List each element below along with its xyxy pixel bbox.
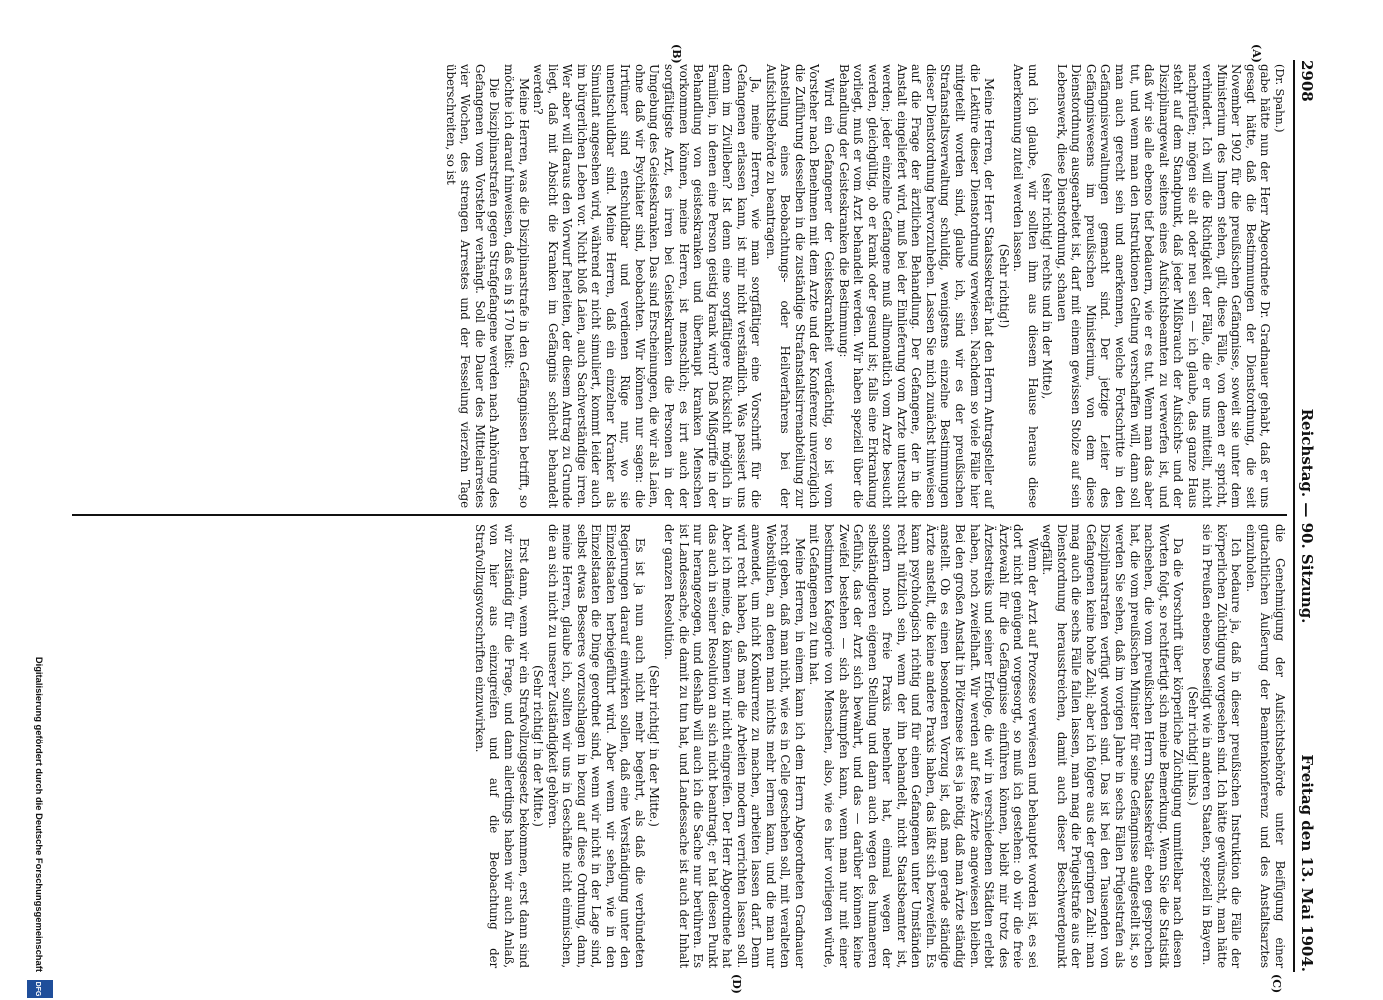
left-column xyxy=(443,64,1287,508)
speaker-label: (Dr. Spahn.) xyxy=(1273,64,1287,133)
interjection: (Sehr richtig!) xyxy=(996,243,1011,329)
dfg-logo-text: DFG xyxy=(34,981,41,997)
quoted-regulation: Wird ein Gefangener der Geisteskrankheit verdächtig, so ist vom Vorsteher nach Benehmen mit dem Arzte und der Konferenz unverzüglich die Zuführung desselben in die zuständige Strafanstaltsirrenabteilung zur Anstellung eines Beobachtungs- oder Heilverfahrens bei der Aufsichtsbehörde zu beantragen. xyxy=(763,64,837,508)
session-title: Reichstag. — 90. Sitzung. xyxy=(1298,408,1316,624)
page-header xyxy=(1293,60,1321,972)
interjection: (Sehr richtig! in der Mitte.) xyxy=(531,665,546,827)
margin-mark-d: (D) xyxy=(730,974,743,994)
paragraph: Ja, meine Herren, wie man sorgfältiger eine Vorschrift für die Gefangenen erlassen kann, ist mir nicht verständlich. Was passiert uns denn im Zivilleben? Ist denn eine sorgfältigere Rücksicht möglich in Familien, in denen eine Person geistig krank wird? Daß Mißgriffe in der Behandlung von geisteskranken und überhaupt kranken Menschen vorkommen können, meine Herren, ist menschlich; es irrt auch der sorgfältigste Arzt, es irren bei Geisteskranken die Personen in der Umgebung des Geisteskranken. Das sind Erscheinungen, die wir als Laien, ohne daß wir Psychiater sind, beobachten. Wir können nur sagen: die Irrtümer sind entschuldbar und verdienen Rüge nur, wo sie unentschuldbar sind. Meine Herren, daß ein einzelner Kranker als Simulant angesehen wird, während er nicht simuliert, kommt leider auch im bürgerlichen Leben vor. Nicht bloß Laien, auch Sachverständige irren. Wer aber will daraus den Vorwurf herleiten, der diesem Antrag zu Grunde liegt, daß mit Absicht die Kranken im Gefängnis schlecht behandelt werden? xyxy=(531,64,764,508)
paragraph: Da die Vorschrift über körperliche Züchtigung unmittelbar nach diesen Worten folgt, so rechtfertigt sich meine Bemerkung. Wenn Sie die Statistik nachsehen, die vom preußischen Herrn Staatssekretär eben gesprochen hat, die vom preußischen Minister für seine Gefängnisse aufgestellt ist, so werden Sie sehen, daß im vorigen Jahre in sechs Fällen Prügelstrafen als Disziplinarstrafen verfügt worden sind. Das ist bei den Tausenden von Gefangenen keine hohe Zahl; aber ich folgere aus der geringen Zahl: man mag auch die sechs Fälle fallen lassen, man mag die Prügelstrafe aus der Dienstordnung herausstreichen, damit auch dieser Beschwerdepunkt wegfällt. xyxy=(1040,524,1186,968)
paragraph: und ich glaube, wir sollten ihm aus diesem Hause heraus diese Anerkennung zuteil werden lassen. xyxy=(1011,64,1040,508)
paragraph: Wenn der Arzt auf Prozesse verwiesen und behauptet worden ist, es sei dort nicht genügend vorgesorgt, so muß ich gestehen: ob wir die freie Ärztewahl für die Gefängnisse einführen können, bleibt mir trotz des Ärztestreiks und seiner Erfolge, die wir in verschiedenen Städten erlebt haben, noch zweifelhaft. Wir werden auf feste Ärzte angewiesen bleiben. Bei den großen Anstalt in Plötzensee ist es ja nötig, daß man Ärzte ständig anstellt. Ob es einen besonderen Vorzug ist, daß man gerade ständige Ärzte anstellt, die keine andere Praxis haben, das läßt sich bezweifeln. Es kann psychologisch richtig und für einen Gefangenen unter Umständen recht nützlich sein, wenn der ihn behandelt, nicht Staatsbeamter ist, sondern noch freie Praxis nebenher hat, einmal wegen der selbständigeren eigenen Stellung und dann auch wegen des humaneren Gefühls, das der Arzt sich bewahrt, und das — darüber können keine Zweifel bestehen — sich abstumpfen kann, wenn man nur mit einer bestimmten Kategorie von Menschen, also, wie es hier vorliegen würde, mit Gefangenen zu tun hat. xyxy=(807,524,1040,968)
quoted-regulation: Die Disziplinarstrafen gegen Strafgefangene werden nach Anhörung des Gefangenen vom Vorsteher verhängt. Soll die Dauer des Mittelarrestes vier Wochen, des strengen Arrestes und der Fesselung vierzehn Tage überschreiten, so ist xyxy=(443,64,502,508)
page-number: 2908 xyxy=(1298,60,1316,102)
column-divider xyxy=(72,514,1287,516)
interjection: (Sehr richtig! links.) xyxy=(1185,686,1200,806)
dfg-logo-icon xyxy=(27,980,53,998)
page-body xyxy=(34,0,1383,1000)
interjection: (Sehr richtig! in der Mitte.) xyxy=(647,665,662,827)
margin-mark-c: (C) xyxy=(1270,974,1283,994)
paragraph: Meine Herren, der Herr Staatssekretär hat den Herrn Antragsteller auf die Lektüre dieser Dienstordnung verwiesen. Nachdem so viele Fälle hier mitgeteilt worden sind, glaube ich, sind wir es der preußischen Strafanstaltsverwaltung schuldig, wenigstens einzelne Bestimmungen dieser Dienstordnung hervorzuheben. Lassen Sie mich zunächst hinweisen auf die Frage der ärztlichen Behandlung. Der Gefangene, der in die Anstalt eingeliefert wird, muß bei der Einlieferung vom Arzte untersucht werden; jeder einzelne Gefangene muß allmonatlich vom Arzte besucht werden, gleichgültig, ob er krank oder gesund ist; falls eine Erkrankung vorliegt, muß er vom Arzt behandelt werden. Wir haben speziell über die Behandlung der Geisteskranken die Bestimmung: xyxy=(836,64,997,508)
paragraph: die Genehmigung der Aufsichtsbehörde unter Beifügung einer gutachtlichen Äußerung der Beamtenkonferenz und des Anstaltsarztes einzuholen. xyxy=(1243,524,1287,968)
paragraph: Es ist ja nun auch nicht mehr begehrt, als daß die verbündeten Regierungen darauf einwirken sollen, daß eine Verständigung unter den Einzelstaaten herbeigeführt wird. Aber wenn wir sehen, wie in den Einzelstaaten die Dinge geordnet sind, wenn wir nicht in der Lage sind, selbst etwas Besseres vorzuschlagen in bezug auf diese Ordnung, dann, meine Herren, glaube ich, sollten wir uns in Geschäfte nicht einmischen, die an sich nicht zu unserer Zuständigkeit gehören. xyxy=(545,524,647,968)
margin-mark-a: (A) xyxy=(1250,44,1263,63)
paragraph: Ich bedaure ja, daß in dieser preußischen Instruktion die Fälle der körperlichen Züchtigung vorgesehen sind. Ich hätte gewünscht, man hätte sie in Preußen ebenso beseitigt wie in anderen Staaten, speziell in Bayern. xyxy=(1200,524,1244,968)
paragraph: gabe hätte nun der Herr Abgeordnete Dr. Gradnauer gehabt, daß er uns gesagt hätte, daß die Bestimmungen der Dienstordnung, die seit November 1902 für die preußischen Gefängnisse, soweit sie unter dem Ministerium des Innern stehen, gilt, diese Fälle, von denen er spricht, verhindert. Ich will die Richtigkeit der Fälle, die er uns mitteilt, nicht nachprüfen; mögen sie alt oder neu sein — ich glaube, das ganze Haus steht auf dem Standpunkt, daß jeder Mißbrauch der Aufsichts- und der Disziplinargewalt seitens eines Aufsichtsbeamten zu verwerfen ist, und daß wir sie alle ebenso tief bedauern, wie er es tut. Wenn man das aber tut, und wenn man den Instruktionen Geltung verschaffen will, dann soll man auch gerecht sein und anerkennen, welche Fortschritte in den Gefängnisverwaltungen gemacht sind. Der jetzige Leiter des Gefängniswesens im preußischen Ministerium, von dem diese Dienstordnung ausgearbeitet ist, darf mit einem gewissen Stolze auf sein Lebenswerk, diese Dienstordnung, schauen xyxy=(1054,64,1273,508)
dfg-logo-svg xyxy=(27,980,53,998)
digitization-credit: Digitalisierung gefördert durch die Deutsche Forschungsgemeinschaft xyxy=(34,656,45,972)
session-date: Freitag den 13. Mai 1904. xyxy=(1298,754,1316,972)
paragraph: Meine Herren, in einem kann ich dem Herrn Abgeordneten Gradnauer recht geben, daß man nicht, wie es in Celle geschehen soll, mit veralteten Webstühlen, an denen man nichts mehr lernen kann, und die man nur anwendet, um nicht Konkurrenz zu machen, arbeiten lassen darf. Denn wird recht haben, daß man die Arbeiten modern verrichten lassen soll. Aber ich meine, da können wir nicht eingreifen. Der Herr Abgeordnete hat das auch in seiner Resolution an sich nicht beantragt; er hat diesen Punkt nur herangezogen, und deshalb will auch ich die Sache nur berühren. Es ist Landessache, die damit zu tun hat, und Landessache ist auch der Inhalt der ganzen Resolution. xyxy=(662,524,807,968)
paragraph: Meine Herren, was die Disziplinarstrafe in den Gefängnissen betrifft, so möchte ich darauf hinweisen, daß es in § 170 heißt: xyxy=(502,64,531,508)
margin-mark-b: (B) xyxy=(670,44,683,64)
right-column xyxy=(472,524,1287,968)
paragraph: Erst dann, wenn wir ein Strafvollzugsgesetz bekommen, erst dann sind wir zuständig für die Frage, und dann allerdings haben wir auch Anlaß, von hier aus einzugreifen und auf die Beobachtung der Strafvollzugsvorschriften einzuwirken. xyxy=(472,524,531,968)
interjection: (sehr richtig! rechts und in der Mitte), xyxy=(1040,172,1055,400)
